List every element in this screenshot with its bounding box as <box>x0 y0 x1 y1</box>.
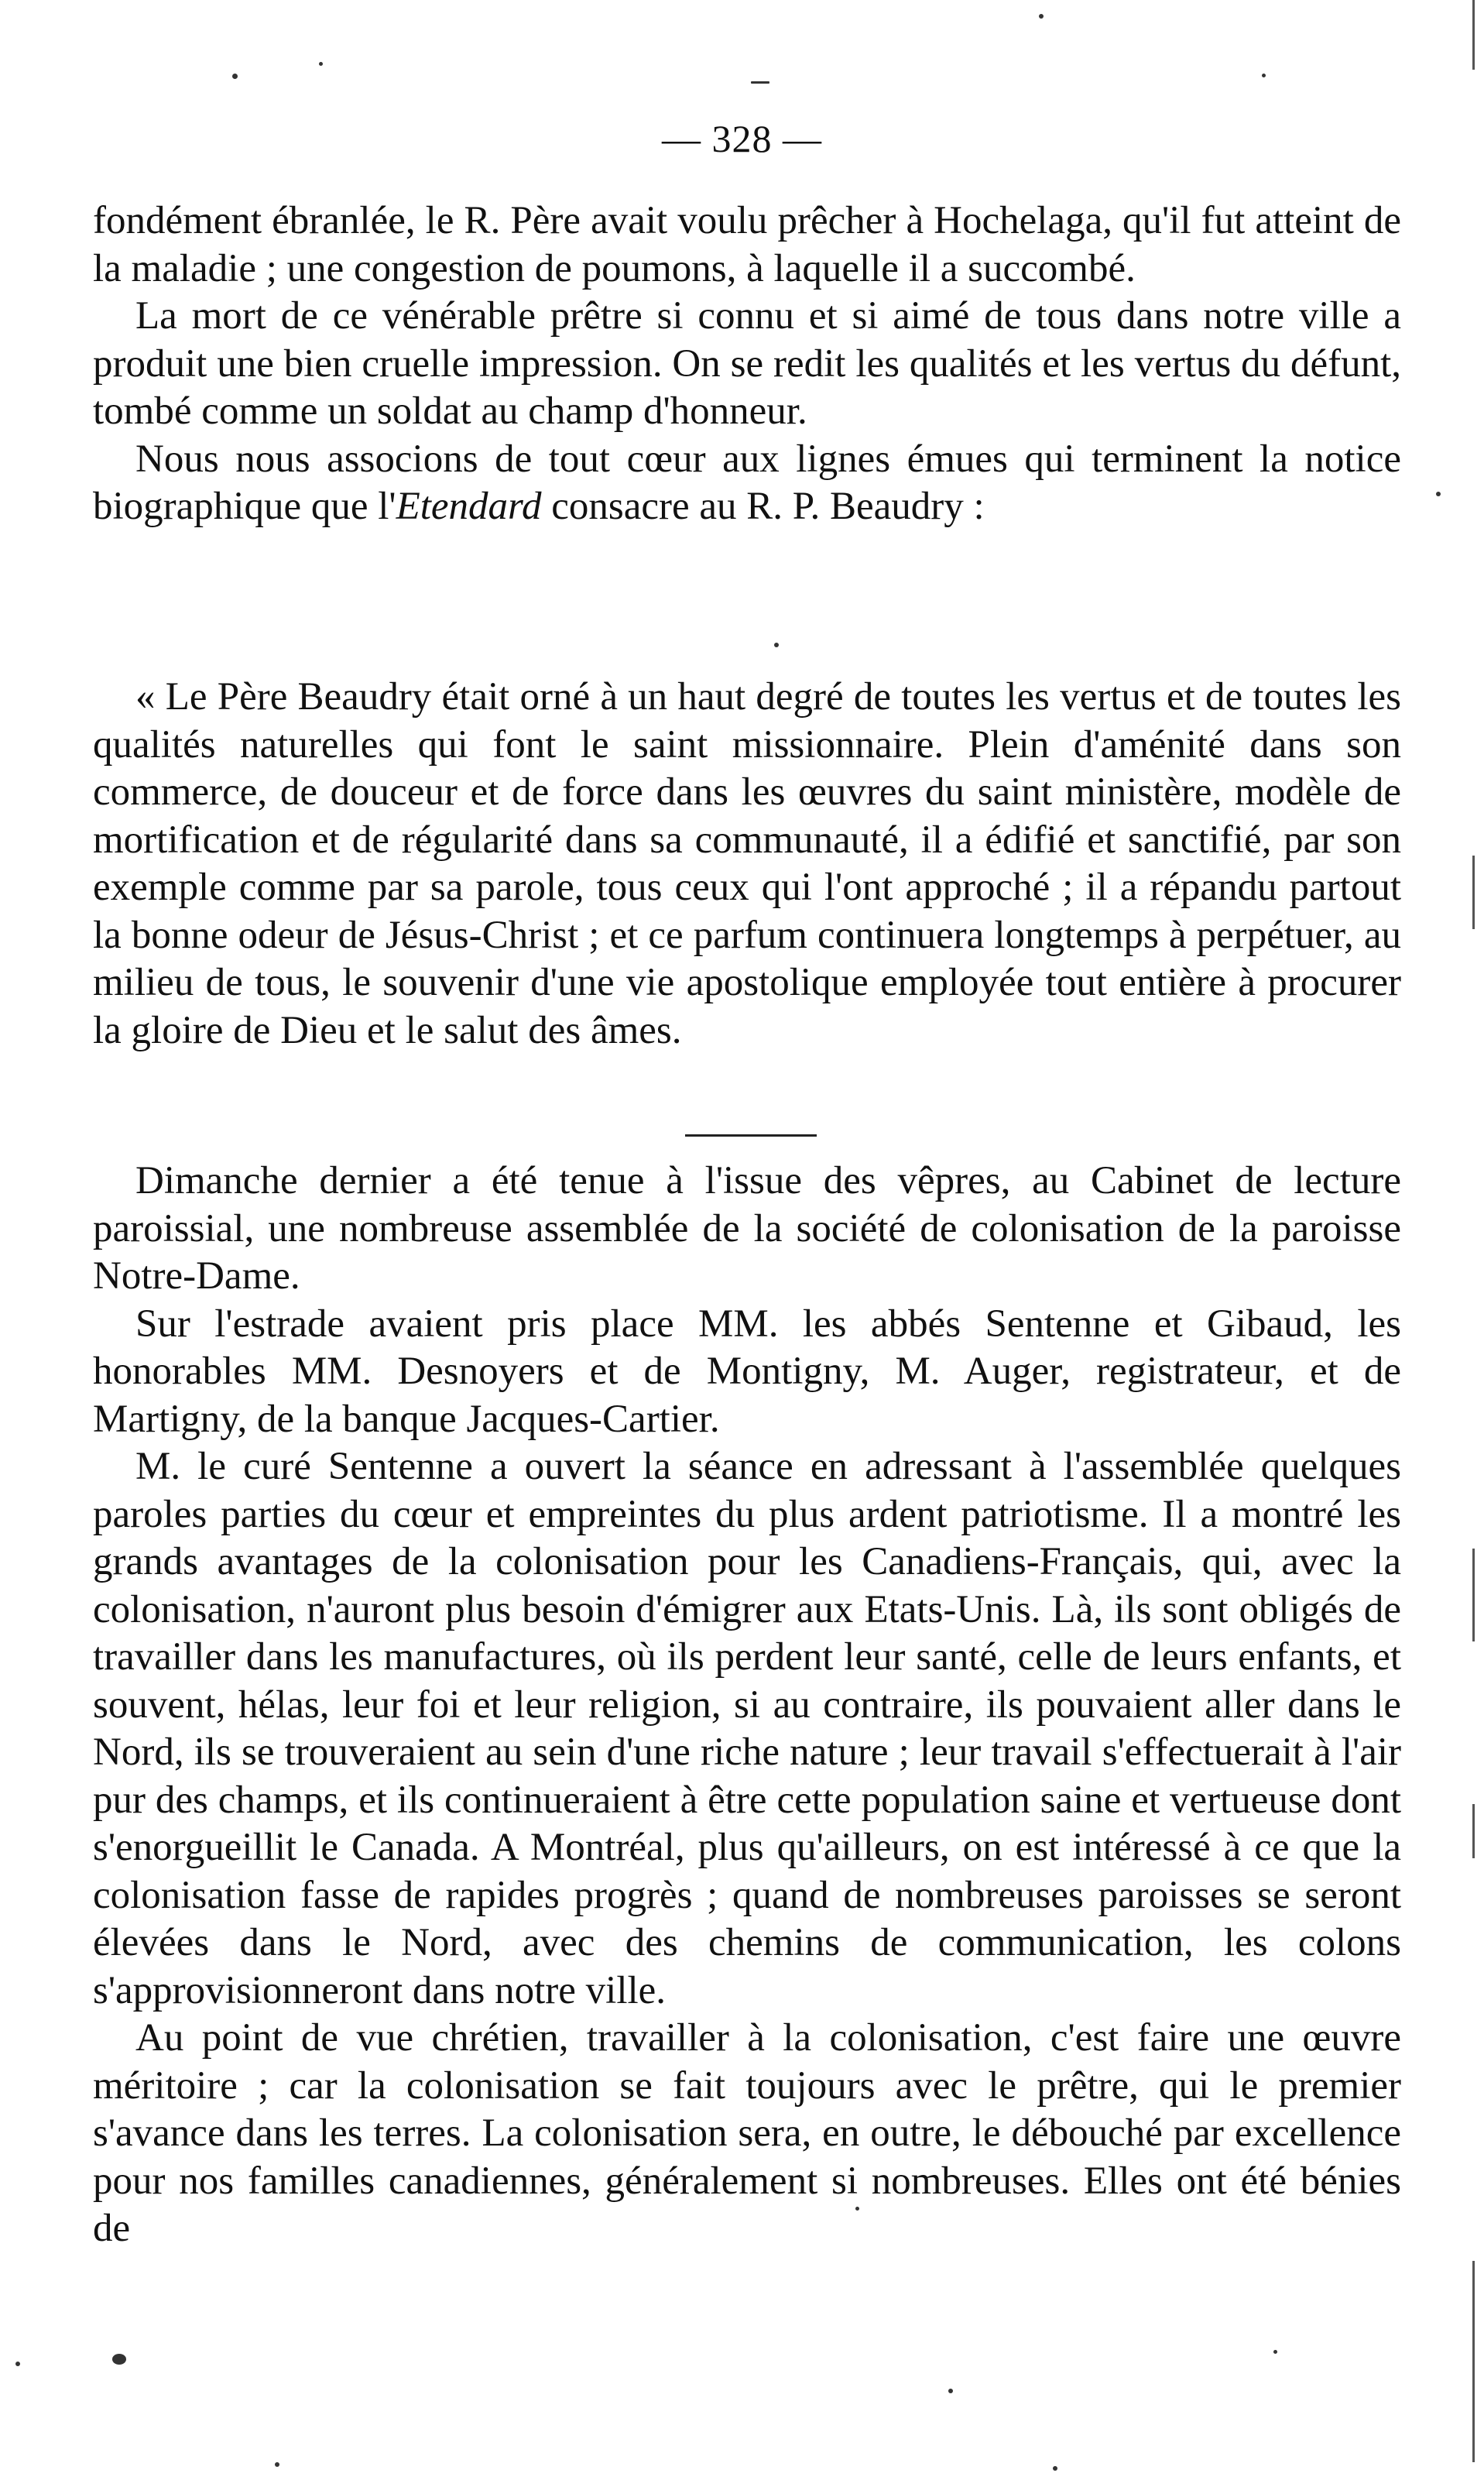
etendard-intro-end: consacre au R. P. Beaudry : <box>541 485 985 528</box>
quote-paragraph: « Le Père Beaudry était orné à un haut degré de toutes les vertus et de toutes les qualités naturelles qui font le saint missionnaire. Plein d'aménité dans son commerce, de douceur et de force dans les œuvres du saint ministère, modèle de mortification et de régularité dans sa communauté, il a édifié et sanctifié, par son exemple comme par sa parole, tous ceux qui l'ont approché ; il a répandu partout la bonne odeur de Jésus-Christ ; et ce parfum continuera longtemps à perpétuer, au milieu de tous, le souvenir d'une vie apostolique employée tout entière à procurer la gloire de Dieu et le salut des âmes. <box>93 675 1401 1052</box>
binding-edge <box>1472 1549 1475 1641</box>
quote-block <box>93 674 1401 1055</box>
section-divider <box>685 1134 817 1137</box>
paragraph-death-impression: La mort de ce vénérable prêtre si connu et si aimé de tous dans notre ville a produit une bien cruelle impression. On se redit les qualités et les vertus du défunt, tombé comme un soldat au champ d'honneur. <box>93 294 1401 433</box>
scan-speck <box>1273 2350 1277 2354</box>
paragraph-cure-speech: M. le curé Sentenne a ouvert la séance en adressant à l'assemblée quelques paroles parties du cœur et empreintes du plus ardent patriotisme. Il a montré les grands avantages de la colonisation pour les Canadiens-Français, qui, avec la colonisation, n'auront plus besoin d'émigrer aux Etats-Unis. Là, ils sont obligés de travailler dans les manufactures, où ils perdent leur santé, celle de leurs enfants, et souvent, hélas, leur foi et leur religion, si au contraire, ils pouvaient aller dans le Nord, ils se trouveraient au sein d'une riche nature ; leur travail s'effectuerait à l'air pur des champs, et ils continueraient à être cette population saine et vertueuse dont s'enorgueillit le Canada. A Montréal, plus qu'ailleurs, on est intéressé à ce que la colonisation fasse de rapides progrès ; quand de nombreuses paroisses se seront élevées dans le Nord, avec des chemins de communication, les colons s'approvisionneront dans notre ville. <box>93 1445 1401 2012</box>
paragraph-etendard-intro <box>93 436 1401 531</box>
scan-speck <box>948 2389 953 2393</box>
scan-speck <box>319 62 323 66</box>
binding-edge <box>1472 856 1475 929</box>
paragraph-christian-view: Au point de vue chrétien, travailler à la colonisation, c'est faire une œuvre méritoire ; car la colonisation se fait toujours avec le prêtre, qui le premier s'avance dans les terres. La colonisation sera, en outre, le débouché par excellence pour nos familles canadiennes, généralement si nombreuses. Elles ont été bénies de <box>93 2016 1401 2250</box>
scan-speck <box>1436 492 1441 496</box>
scan-speck <box>1053 2466 1057 2471</box>
scan-speck <box>275 2462 279 2467</box>
binding-edge <box>1472 1804 1475 1858</box>
scan-speck <box>751 81 769 84</box>
scan-speck <box>774 643 779 647</box>
scan-speck <box>1262 74 1266 77</box>
scan-speck <box>112 2354 126 2365</box>
scan-speck <box>1039 14 1044 19</box>
paragraph-continuation: fondément ébranlée, le R. Père avait voulu prêcher à Hochelaga, qu'il fut atteint de la maladie ; une congestion de poumons, à laquelle il a succombé. <box>93 199 1401 290</box>
journal-name: Etendard <box>396 485 542 528</box>
article-colonisation <box>93 1158 1401 2253</box>
scan-speck <box>15 2362 20 2366</box>
binding-edge <box>1472 2261 1475 2462</box>
etendard-intro-text: Nous nous associons de tout cœur aux lignes émues qui terminent la notice biographique que l' <box>93 437 1401 528</box>
article-beaudry-death <box>93 197 1401 531</box>
paragraph-estrade: Sur l'estrade avaient pris place MM. les abbés Sentenne et Gibaud, les honorables MM. Desnoyers et de Montigny, M. Auger, registrateur, et de Martigny, de la banque Jacques-Cartier. <box>93 1302 1401 1441</box>
scan-speck <box>855 2207 859 2211</box>
binding-edge <box>1472 0 1475 70</box>
paragraph-assembly: Dimanche dernier a été tenue à l'issue des vêpres, au Cabinet de lecture paroissial, une nombreuse assemblée de la société de colonisation de la paroisse Notre-Dame. <box>93 1159 1401 1298</box>
scan-speck <box>232 74 238 79</box>
page-number: — 328 — <box>662 117 822 160</box>
